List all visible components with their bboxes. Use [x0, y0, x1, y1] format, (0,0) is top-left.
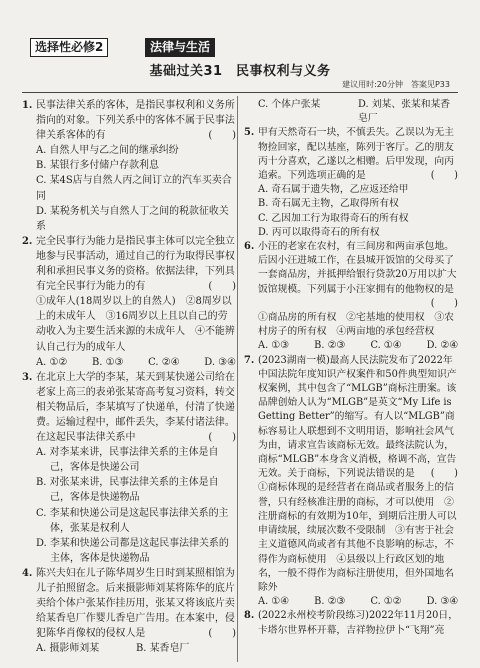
answer-bracket: ( )	[208, 281, 236, 293]
option-d: D. ②④	[426, 340, 458, 352]
option-c: C. 乙因加工行为取得奇石的所有权	[258, 212, 409, 224]
question-2	[22, 234, 236, 370]
option-b: B. ②③	[314, 596, 346, 608]
option-c: C. ②④	[148, 356, 180, 368]
question-4	[22, 566, 236, 657]
question-number: 4.	[22, 567, 33, 579]
option-b: B. 某香皂厂	[136, 643, 190, 655]
answer-bracket: ( )	[430, 297, 458, 309]
option-a: A. ①③	[258, 340, 289, 352]
option-b: B. ②③	[314, 340, 346, 352]
question-stem: (2023湖南一模)最高人民法院发布了2022年中国法院年度知识产权案件和50件典型知识产权案例，其中包含了“MLGB”商标注册案。该品牌创始人认为“MLGB”是英文“My Life is Getting Better”的缩写。有人以“MLGB”商标容易让人联想到不文明用语，影响社会风气为由，请求宣告该商标无效。最终法院认为，商标“MLGB”本身含义消极，格调不高，宣告无效。关于商标，下列说法错误的是	[258, 354, 457, 480]
question-stem: 民事法律关系的客体，是指民事权利和义务所指向的对象。下列关系中的客体不属于民事法律关系客体的有	[36, 100, 235, 142]
question-stem: 小汪的老家在农村，有三间房和两亩承包地。后因小汪进城工作，在县城开饭馆的父母买了一套商品房，并抵押给银行贷款20万用以扩大饭馆规模。下列属于小汪家拥有的他物权的是	[258, 241, 457, 295]
question-5	[244, 126, 458, 240]
option-c: C. 个体户张某	[258, 99, 321, 110]
options-row	[244, 595, 458, 609]
question-8	[244, 609, 458, 637]
left-column	[22, 98, 236, 656]
option-c: C. ①②	[370, 596, 402, 608]
option-b: B. ①③	[92, 356, 124, 368]
numbered-items: ①商标体现的是经营者在商品或者服务上的信誉，只有经核准注册的商标，才可以使用 ②注册商标的有效期为10年，到期后注册人可以申请续展，续展次数不受限制 ③有害于社会主义道德风尚或者有其他不良影响的标志，不得作为商标使用 ④县级以上行政区划的地名，一般不得作为商标注册使用，但外国地名除外	[258, 482, 457, 593]
option-c: C. ①④	[370, 340, 402, 352]
question-number: 5.	[244, 127, 255, 139]
numbered-items: ①商品房的所有权 ②宅基地的使用权 ③农村房子的所有权 ④两亩地的承包经营权	[258, 312, 454, 338]
question-7	[244, 354, 458, 610]
answer-bracket: ( )	[430, 170, 458, 182]
question-stem: 在北京上大学的李某，某天到某快递公司给在老家上高三的表弟张某寄高考复习资料，转交相关物品后，李某填写了快递单，付清了快递费。运输过程中，邮件丢失，李某付诸法律。在这起民事法律关系中	[36, 371, 235, 444]
question-stem: 陈兴夫妇在儿子陈华周岁生日时到某照相馆为儿子拍照留念。后来摄影师刘某将陈华的底片卖给个体户张某作挂历用，张某又将该底片卖给某香皂厂作婴儿香皂广告用。在本案中，侵犯陈华肖像权的侵权人是	[36, 567, 235, 640]
option-a: A. ①②	[36, 356, 68, 368]
question-1	[22, 98, 236, 234]
question-3	[22, 370, 236, 566]
option-a: A. 对李某来讲，民事法律关系的主体是自己，客体是快递公司	[36, 447, 219, 474]
options-row	[22, 355, 236, 370]
question-stem: 甲有天然奇石一块，不慎丢失。乙误以为无主物捡回家，配以基座，陈列于客厅。乙的朋友丙十分喜欢，乙遂以之相赠。后甲发现，向丙追索。下列选项正确的是	[258, 127, 454, 182]
option-d: D. 李某和快递公司都是这起民事法律关系的主体，客体是快递物品	[36, 537, 229, 564]
question-number: 6.	[244, 241, 255, 253]
option-d: D. ③④	[204, 356, 236, 368]
options-row	[244, 339, 458, 353]
option-c: C. 李某和快递公司是这起民事法律关系的主体，张某是权利人	[36, 507, 229, 534]
answer-bracket: ( )	[208, 130, 236, 142]
numbered-items: ①成年人(18周岁以上的自然人) ②8周岁以上的未成年人 ③16周岁以上且以自己的劳动收入为主要生活来源的未成年人 ④不能辨认自己行为的成年人	[36, 296, 235, 353]
column-divider	[237, 96, 238, 662]
option-a: A. 奇石属于遗失物，乙应返还给甲	[258, 184, 409, 196]
option-c: C. 某4S店与自然人丙之间订立的汽车买卖合同	[36, 175, 232, 202]
option-a: A. ①④	[258, 596, 289, 608]
question-stem: (2022永州校考阶段练习)2022年11月20日，卡塔尔世界杯开幕，吉祥物拉伊卜“飞翔”亮	[258, 610, 459, 636]
option-d: D. ③④	[426, 596, 458, 608]
time-and-answer-note: 建议用时:20分钟 答案见P33	[342, 80, 450, 89]
option-b: B. 某银行多付储户存款利息	[36, 160, 159, 172]
option-a: A. 摄影师刘某	[36, 643, 100, 655]
question-4-continued	[244, 98, 458, 126]
option-b: B. 对张某来讲，民事法律关系的主体是自己，客体是快递物品	[36, 477, 219, 504]
question-number: 7.	[244, 354, 255, 366]
right-column	[244, 98, 458, 638]
option-a: A. 自然人甲与乙之间的继承纠纷	[36, 145, 179, 157]
options-row	[244, 98, 458, 126]
question-6	[244, 240, 458, 354]
header-rule	[22, 92, 458, 93]
module-tag: 选择性必修2	[30, 38, 108, 57]
answer-bracket: ( )	[208, 628, 236, 640]
question-number: 8.	[244, 610, 255, 622]
options-row	[22, 641, 236, 656]
question-number: 2.	[22, 235, 33, 247]
question-stem: 完全民事行为能力是指民事主体可以完全独立地参与民事活动，通过自己的行为取得民事权利和承担民事义务的资格。依据法律，下列具有完全民事行为能力的有	[36, 235, 235, 293]
answer-bracket: ( )	[430, 468, 458, 480]
question-number: 3.	[22, 371, 33, 383]
option-b: B. 奇石属无主物，乙取得所有权	[258, 198, 399, 210]
question-number: 1.	[22, 100, 33, 111]
answer-bracket: ( )	[208, 432, 236, 444]
option-d: D. 丙可以取得奇石的所有权	[258, 226, 380, 238]
option-d: D. 某税务机关与自然人丁之间的税款征收关系	[36, 205, 229, 232]
page-title: 基础过关31 民事权利与义务	[149, 64, 331, 79]
subject-tag: 法律与生活	[145, 38, 215, 57]
option-d: D. 刘某、张某和某香皂厂	[358, 99, 451, 125]
